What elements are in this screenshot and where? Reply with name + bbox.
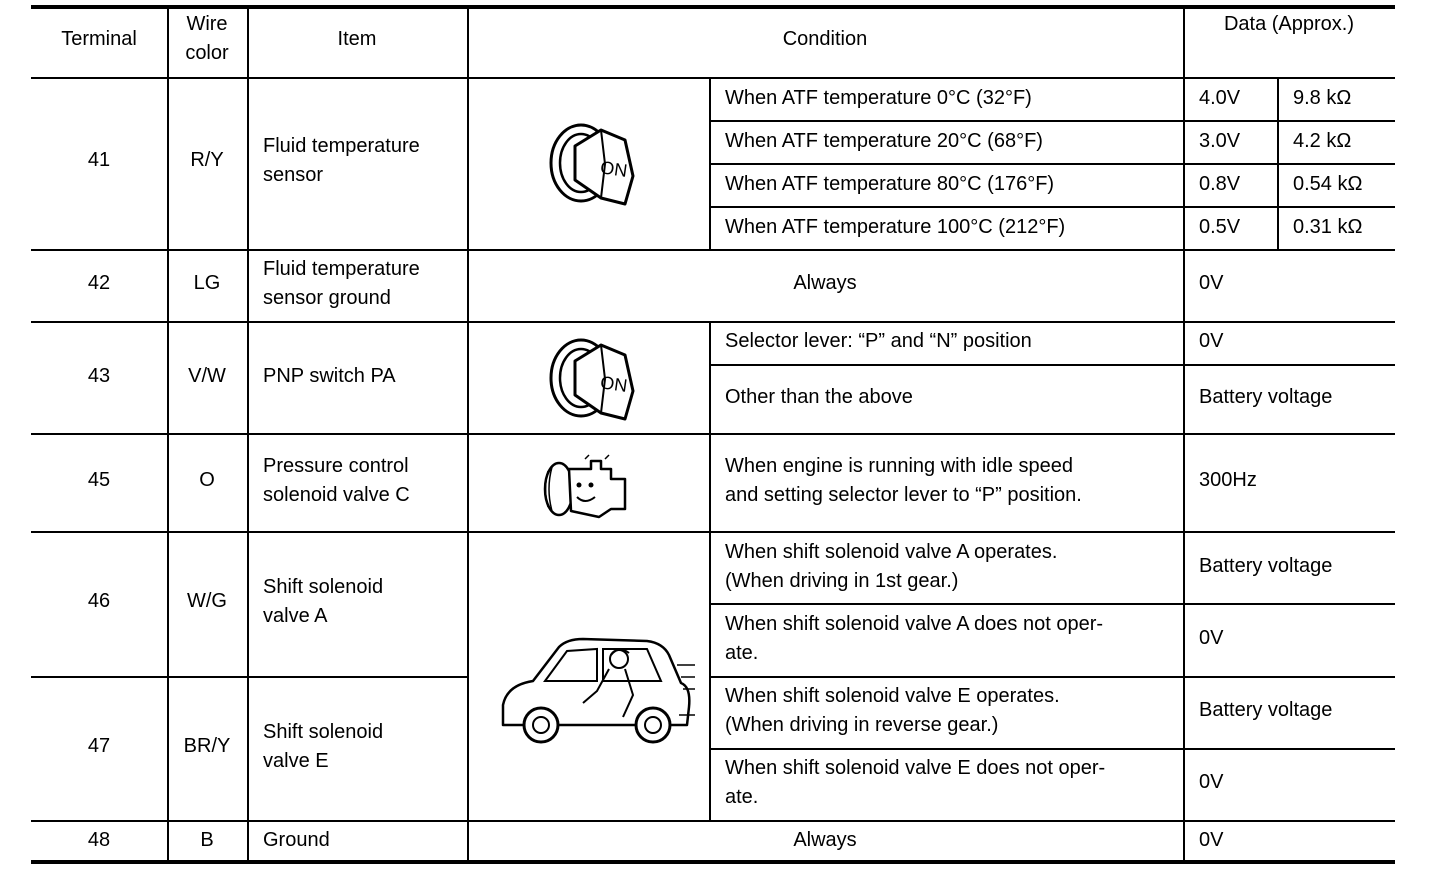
condition-line-1: When shift solenoid valve E does not oper- <box>725 757 1106 779</box>
item-name: PNP switch PA <box>263 365 396 387</box>
row-rule <box>709 603 1395 605</box>
row-rule <box>709 676 1395 678</box>
ignition-key-on-icon <box>545 120 637 215</box>
wire-color: B <box>200 829 214 851</box>
condition-line-1: When shift solenoid valve A operates. <box>725 541 1058 563</box>
terminal-number: 48 <box>87 829 111 851</box>
data-resistance: 9.8 kΩ <box>1293 87 1352 109</box>
condition-line-2: ate. <box>725 786 759 808</box>
svg-text:ON: ON <box>599 157 629 181</box>
header-wire-color <box>167 10 247 68</box>
wire-color: O <box>199 469 215 491</box>
terminal-number: 46 <box>87 590 111 612</box>
data-value: 0V <box>1199 771 1224 793</box>
data-voltage: 3.0V <box>1199 130 1241 152</box>
engine-running-icon <box>539 451 631 526</box>
row-rule <box>31 531 1395 533</box>
item-line-2: valve A <box>263 605 328 627</box>
terminal-number: 42 <box>87 272 111 294</box>
row-rule <box>31 433 1395 435</box>
data-voltage: 4.0V <box>1199 87 1241 109</box>
condition-line-1: When shift solenoid valve A does not oper- <box>725 613 1104 635</box>
header-item: Item <box>337 28 377 50</box>
column-rule <box>1183 5 1185 862</box>
data-value: 0V <box>1199 627 1224 649</box>
driving-car-icon <box>497 625 697 760</box>
item-name <box>263 452 463 510</box>
header-rule <box>31 77 1395 79</box>
condition-text: When ATF temperature 0°C (32°F) <box>725 87 1032 109</box>
row-rule <box>709 206 1395 208</box>
condition-text: When ATF temperature 20°C (68°F) <box>725 130 1043 152</box>
row-rule <box>31 321 1395 323</box>
condition-line-1: When engine is running with idle speed <box>725 455 1073 477</box>
terminal-data-table <box>31 5 1395 864</box>
wire-color: BR/Y <box>183 735 231 757</box>
header-wire-line-2: color <box>185 42 229 64</box>
condition-line-2: and setting selector lever to “P” position. <box>725 484 1082 506</box>
item-line-1: Shift solenoid <box>263 721 384 743</box>
terminal-number: 41 <box>87 149 111 171</box>
column-rule <box>1277 77 1279 249</box>
item-line-2: solenoid valve C <box>263 484 410 506</box>
data-value: 0V <box>1199 272 1224 294</box>
item-line-1: Shift solenoid <box>263 576 384 598</box>
item-line-1: Fluid temperature <box>263 135 420 157</box>
row-rule <box>709 120 1395 122</box>
data-voltage: 0.5V <box>1199 216 1241 238</box>
condition-text <box>725 610 1103 668</box>
condition-text: Other than the above <box>725 386 913 408</box>
column-rule <box>709 321 711 820</box>
item-line-2: valve E <box>263 750 329 772</box>
data-resistance: 0.31 kΩ <box>1293 216 1363 238</box>
condition-text: Always <box>793 829 857 851</box>
condition-text <box>725 754 1105 812</box>
condition-text: Always <box>793 272 857 294</box>
header-wire-line-1: Wire <box>186 13 228 35</box>
item-name: Ground <box>263 829 330 851</box>
ignition-key-on-icon <box>545 335 637 430</box>
header-terminal: Terminal <box>61 28 137 50</box>
data-value: Battery voltage <box>1199 386 1333 408</box>
item-name <box>263 132 463 190</box>
condition-text: Selector lever: “P” and “N” position <box>725 330 1032 352</box>
condition-line-2: ate. <box>725 642 759 664</box>
row-rule <box>709 163 1395 165</box>
row-rule <box>31 676 468 678</box>
wire-color: V/W <box>188 365 226 387</box>
column-rule <box>467 5 469 862</box>
row-rule <box>31 820 1395 822</box>
table-bottom-rule <box>31 860 1395 864</box>
wire-color: W/G <box>187 590 227 612</box>
terminal-number: 43 <box>87 365 111 387</box>
condition-line-1: When shift solenoid valve E operates. <box>725 685 1060 707</box>
condition-text: When ATF temperature 80°C (176°F) <box>725 173 1055 195</box>
condition-line-2: (When driving in reverse gear.) <box>725 714 999 736</box>
item-line-1: Pressure control <box>263 455 409 477</box>
data-resistance: 4.2 kΩ <box>1293 130 1352 152</box>
terminal-number: 45 <box>87 469 111 491</box>
table-top-rule <box>31 5 1395 9</box>
data-value: 0V <box>1199 829 1224 851</box>
svg-text:ON: ON <box>599 372 629 396</box>
data-value: 300Hz <box>1199 469 1257 491</box>
item-line-2: sensor ground <box>263 287 391 309</box>
condition-line-2: (When driving in 1st gear.) <box>725 570 959 592</box>
data-voltage: 0.8V <box>1199 173 1241 195</box>
terminal-number: 47 <box>87 735 111 757</box>
condition-text <box>725 452 1082 510</box>
item-name <box>263 573 463 631</box>
wire-color: LG <box>193 272 221 294</box>
header-condition: Condition <box>782 28 868 50</box>
item-line-1: Fluid temperature <box>263 258 420 280</box>
item-name <box>263 718 463 776</box>
wire-color: R/Y <box>190 149 224 171</box>
condition-text <box>725 682 1060 740</box>
header-data: Data (Approx.) <box>1223 13 1355 35</box>
data-value: 0V <box>1199 330 1224 352</box>
column-rule <box>247 5 249 862</box>
condition-text <box>725 538 1057 596</box>
item-line-2: sensor <box>263 164 324 186</box>
data-resistance: 0.54 kΩ <box>1293 173 1363 195</box>
data-value: Battery voltage <box>1199 555 1333 577</box>
condition-text: When ATF temperature 100°C (212°F) <box>725 216 1066 238</box>
row-rule <box>31 249 1395 251</box>
row-rule <box>709 364 1395 366</box>
column-rule <box>709 77 711 249</box>
row-rule <box>709 748 1395 750</box>
item-name <box>263 255 463 313</box>
data-value: Battery voltage <box>1199 699 1333 721</box>
